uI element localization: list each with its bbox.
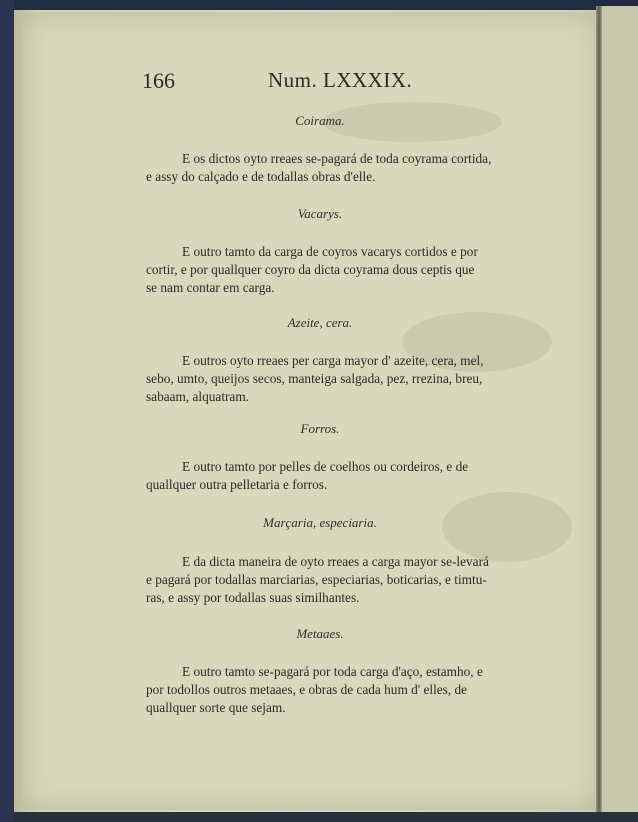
paragraph-vacarys <box>146 243 534 297</box>
text-line: E os dictos oyto rreaes se-pagará de toda coyrama cortida, <box>182 151 492 166</box>
paragraph-metaaes <box>146 663 534 717</box>
text-line: cortir, e por quallquer coyro da dicta coyrama dous ceptis que <box>146 262 475 277</box>
section-title-metaaes: Metaaes. <box>296 626 344 641</box>
text-line: e pagará por todallas marciarias, especiarias, boticarias, e timtu- <box>146 572 487 587</box>
page-number: 166 <box>142 68 175 93</box>
text-line: E outros oyto rreaes per carga mayor d' azeite, cera, mel, <box>182 353 484 368</box>
text-line: e assy do calçado e de todallas obras d'elle. <box>146 169 376 184</box>
text-line: se nam contar em carga. <box>146 280 275 295</box>
text-line: sebo, umto, queijos secos, manteiga salgada, pez, rrezina, breu, <box>146 371 483 386</box>
running-head: Num. LXXXIX. <box>268 68 413 92</box>
text-line: ras, e assy por todallas suas similhantes. <box>146 590 360 605</box>
text-line: quallquer outra pelletaria e forros. <box>146 477 328 492</box>
page-header <box>142 68 542 98</box>
section-title-marcaria-especiaria: Marçaria, especiaria. <box>263 515 377 530</box>
text-line: E outro tamto por pelles de coelhos ou cordeiros, e de <box>182 459 469 474</box>
text-line: sabaam, alquatram. <box>146 389 250 404</box>
paragraph-forros <box>146 458 534 494</box>
section-title-azeite-cera: Azeite, cera. <box>287 315 353 330</box>
section-title-coirama: Coirama. <box>295 113 345 128</box>
section-title-forros: Forros. <box>300 421 340 436</box>
text-line: por todollos outros metaaes, e obras de cada hum d' elles, de <box>146 682 468 697</box>
paragraph-azeite-cera <box>146 352 534 406</box>
text-line: E da dicta maneira de oyto rreaes a carga mayor se-levará <box>182 554 489 569</box>
scanner-border-bottom <box>14 812 638 822</box>
paragraph-marcaria-especiaria <box>146 553 534 607</box>
section-title-vacarys: Vacarys. <box>297 206 343 221</box>
text-line: E outro tamto da carga de coyros vacarys cortidos e por <box>182 244 478 259</box>
text-line: E outro tamto se-pagará por toda carga d'aço, estamho, e <box>182 664 483 679</box>
text-line: quallquer sorte que sejam. <box>146 700 286 715</box>
facing-page-edge <box>602 6 638 818</box>
paragraph-coirama <box>146 150 534 186</box>
scanner-border-top <box>14 0 638 10</box>
